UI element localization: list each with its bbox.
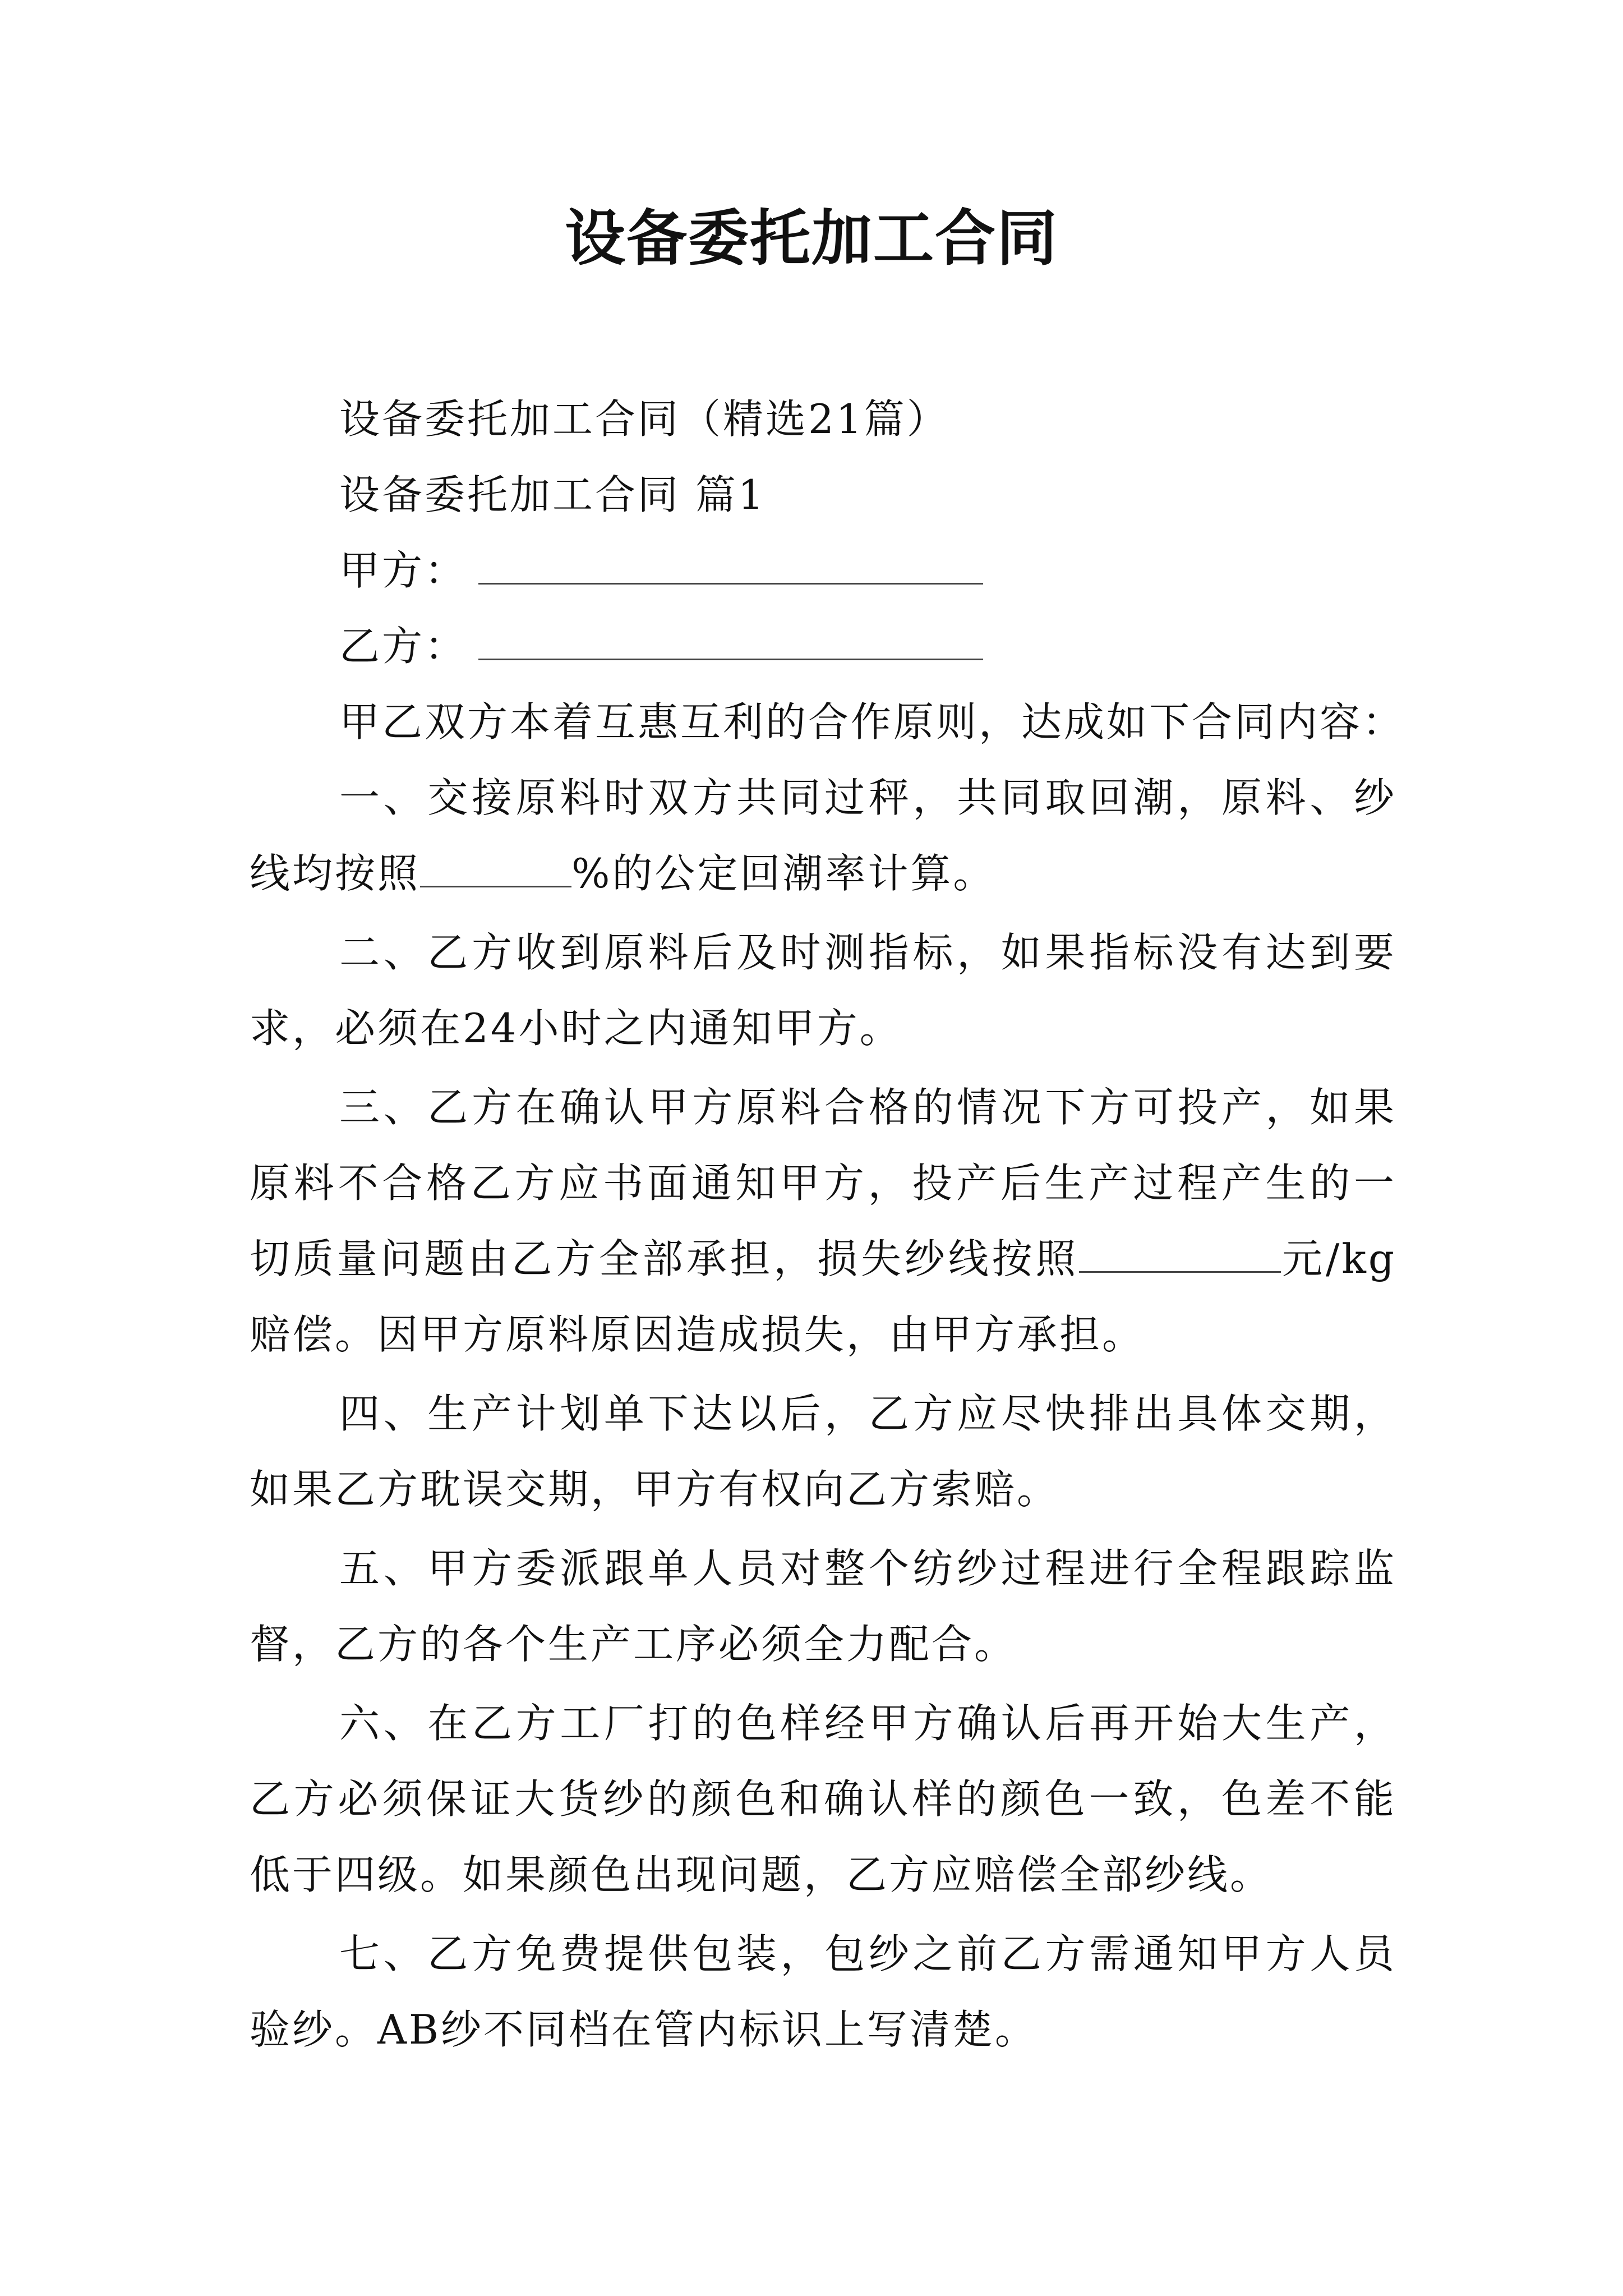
- clause-4: 四、生产计划单下达以后，乙方应尽快排出具体交期，如果乙方耽误交期，甲方有权向乙方索赔。: [250, 1390, 1396, 1513]
- party-b-label: 乙方：: [339, 623, 468, 670]
- party-b-line: [250, 609, 1396, 684]
- clause-3-text-a: 三、乙方在确认甲方原料合格的情况下方可投产，如果原料不合格乙方应书面通知甲方，投产后生产过程产生的一切质量问题由乙方全部承担，损失纱线按照: [250, 1084, 1396, 1282]
- clause-1: [250, 760, 1396, 912]
- clause-7: 七、乙方免费提供包装，包纱之前乙方需通知甲方人员验纱。AB纱不同档在管内标识上写清楚。: [250, 1930, 1396, 2053]
- clause-1-text-b: %的公定回潮率计算。: [571, 850, 996, 897]
- party-a-line: [250, 533, 1396, 609]
- clause-2: 二、乙方收到原料后及时测指标，如果指标没有达到要求，必须在24小时之内通知甲方。: [250, 929, 1396, 1052]
- clause-6: 六、在乙方工厂打的色样经甲方确认后再开始大生产，乙方必须保证大货纱的颜色和确认样的颜色一致，色差不能低于四级。如果颜色出现问题，乙方应赔偿全部纱线。: [250, 1700, 1396, 1898]
- party-a-label: 甲方：: [339, 547, 468, 594]
- clause-3-text-b: 元/kg赔偿。因甲方原料原因造成损失，由甲方承担。: [250, 1235, 1396, 1358]
- compensation-rate-blank: [1079, 1231, 1281, 1273]
- document-body: [250, 381, 1405, 2068]
- moisture-rate-blank: [420, 845, 571, 887]
- party-a-blank: [478, 542, 983, 585]
- document-subtitle: 设备委托加工合同（精选21篇）: [339, 395, 949, 443]
- party-b-blank: [478, 618, 983, 660]
- intro-paragraph: 甲乙双方本着互惠互利的合作原则，达成如下合同内容：: [339, 698, 1405, 746]
- clause-1-text-a: 一、交接原料时双方共同过秤，共同取回潮，原料、纱线均按照: [250, 774, 1396, 897]
- clause-5: 五、甲方委派跟单人员对整个纺纱过程进行全程跟踪监督，乙方的各个生产工序必须全力配合。: [250, 1545, 1396, 1668]
- section-heading: 设备委托加工合同 篇1: [339, 471, 766, 518]
- clause-3: [250, 1070, 1396, 1373]
- document-title: 设备委托加工合同: [564, 203, 1058, 274]
